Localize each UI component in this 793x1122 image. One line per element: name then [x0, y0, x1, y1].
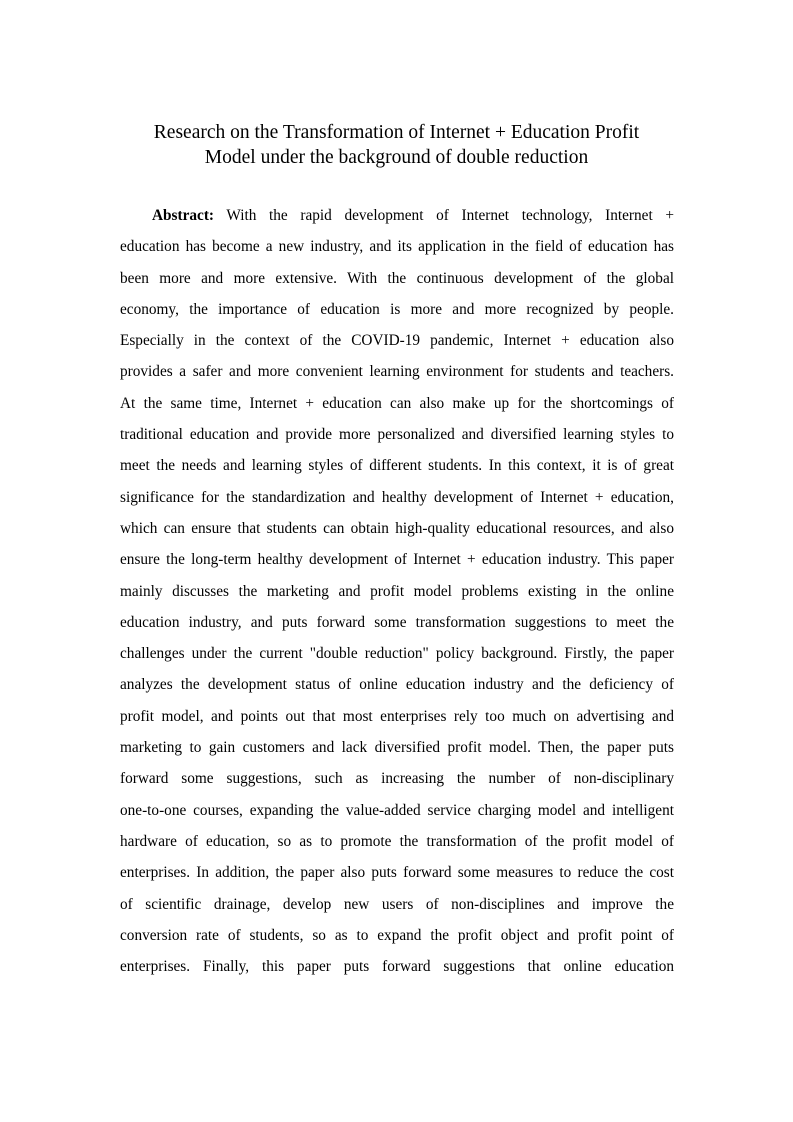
- abstract-line: one-to-one courses, expanding the value-added service charging model and intelligent: [120, 801, 674, 819]
- abstract-line: forward some suggestions, such as increasing the number of non-disciplinary: [120, 770, 674, 788]
- abstract-line-text: With the rapid development of Internet technology, Internet +: [214, 207, 674, 224]
- abstract-line: At the same time, Internet + education can also make up for the shortcomings of: [120, 394, 674, 412]
- abstract-line: enterprises. Finally, this paper puts forward suggestions that online education: [120, 958, 674, 976]
- paper-title: [100, 120, 693, 170]
- abstract-line: conversion rate of students, so as to expand the profit object and profit point of: [120, 926, 674, 944]
- abstract-line: Especially in the context of the COVID-19 pandemic, Internet + education also: [120, 332, 674, 350]
- abstract-line: profit model, and points out that most enterprises rely too much on advertising and: [120, 707, 674, 725]
- abstract-line: mainly discusses the marketing and profit model problems existing in the online: [120, 582, 674, 600]
- abstract-line: education industry, and puts forward some transformation suggestions to meet the: [120, 613, 674, 631]
- abstract-line: education has become a new industry, and its application in the field of education has: [120, 238, 674, 256]
- paper-title-line: Research on the Transformation of Internet + Education Profit: [153, 122, 640, 143]
- abstract-line: traditional education and provide more personalized and diversified learning styles to: [120, 426, 674, 444]
- abstract-line: analyzes the development status of online education industry and the deficiency of: [120, 676, 674, 694]
- abstract-line: enterprises. In addition, the paper also puts forward some measures to reduce the cost: [120, 864, 674, 882]
- abstract-line: which can ensure that students can obtain high-quality educational resources, and also: [120, 519, 674, 537]
- abstract-line: meet the needs and learning styles of different students. In this context, it is of great: [120, 457, 674, 475]
- abstract-line: [120, 200, 674, 231]
- abstract-line: ensure the long-term healthy development of Internet + education industry. This paper: [120, 551, 674, 569]
- abstract-body: [120, 200, 674, 982]
- abstract-line: significance for the standardization and healthy development of Internet + education,: [120, 488, 674, 506]
- abstract-line: marketing to gain customers and lack diversified profit model. Then, the paper puts: [120, 739, 674, 757]
- abstract-line: been more and more extensive. With the continuous development of the global: [120, 269, 674, 287]
- abstract-line: economy, the importance of education is more and more recognized by people.: [120, 300, 674, 318]
- abstract-line: challenges under the current "double reduction" policy background. Firstly, the paper: [120, 645, 674, 663]
- abstract-line: hardware of education, so as to promote the transformation of the profit model of: [120, 832, 674, 850]
- abstract-label: Abstract:: [152, 207, 215, 224]
- abstract-line: provides a safer and more convenient learning environment for students and teachers.: [120, 363, 674, 381]
- paper-title-line: Model under the background of double reduction: [204, 147, 589, 168]
- abstract-line: of scientific drainage, develop new users of non-disciplines and improve the: [120, 895, 674, 913]
